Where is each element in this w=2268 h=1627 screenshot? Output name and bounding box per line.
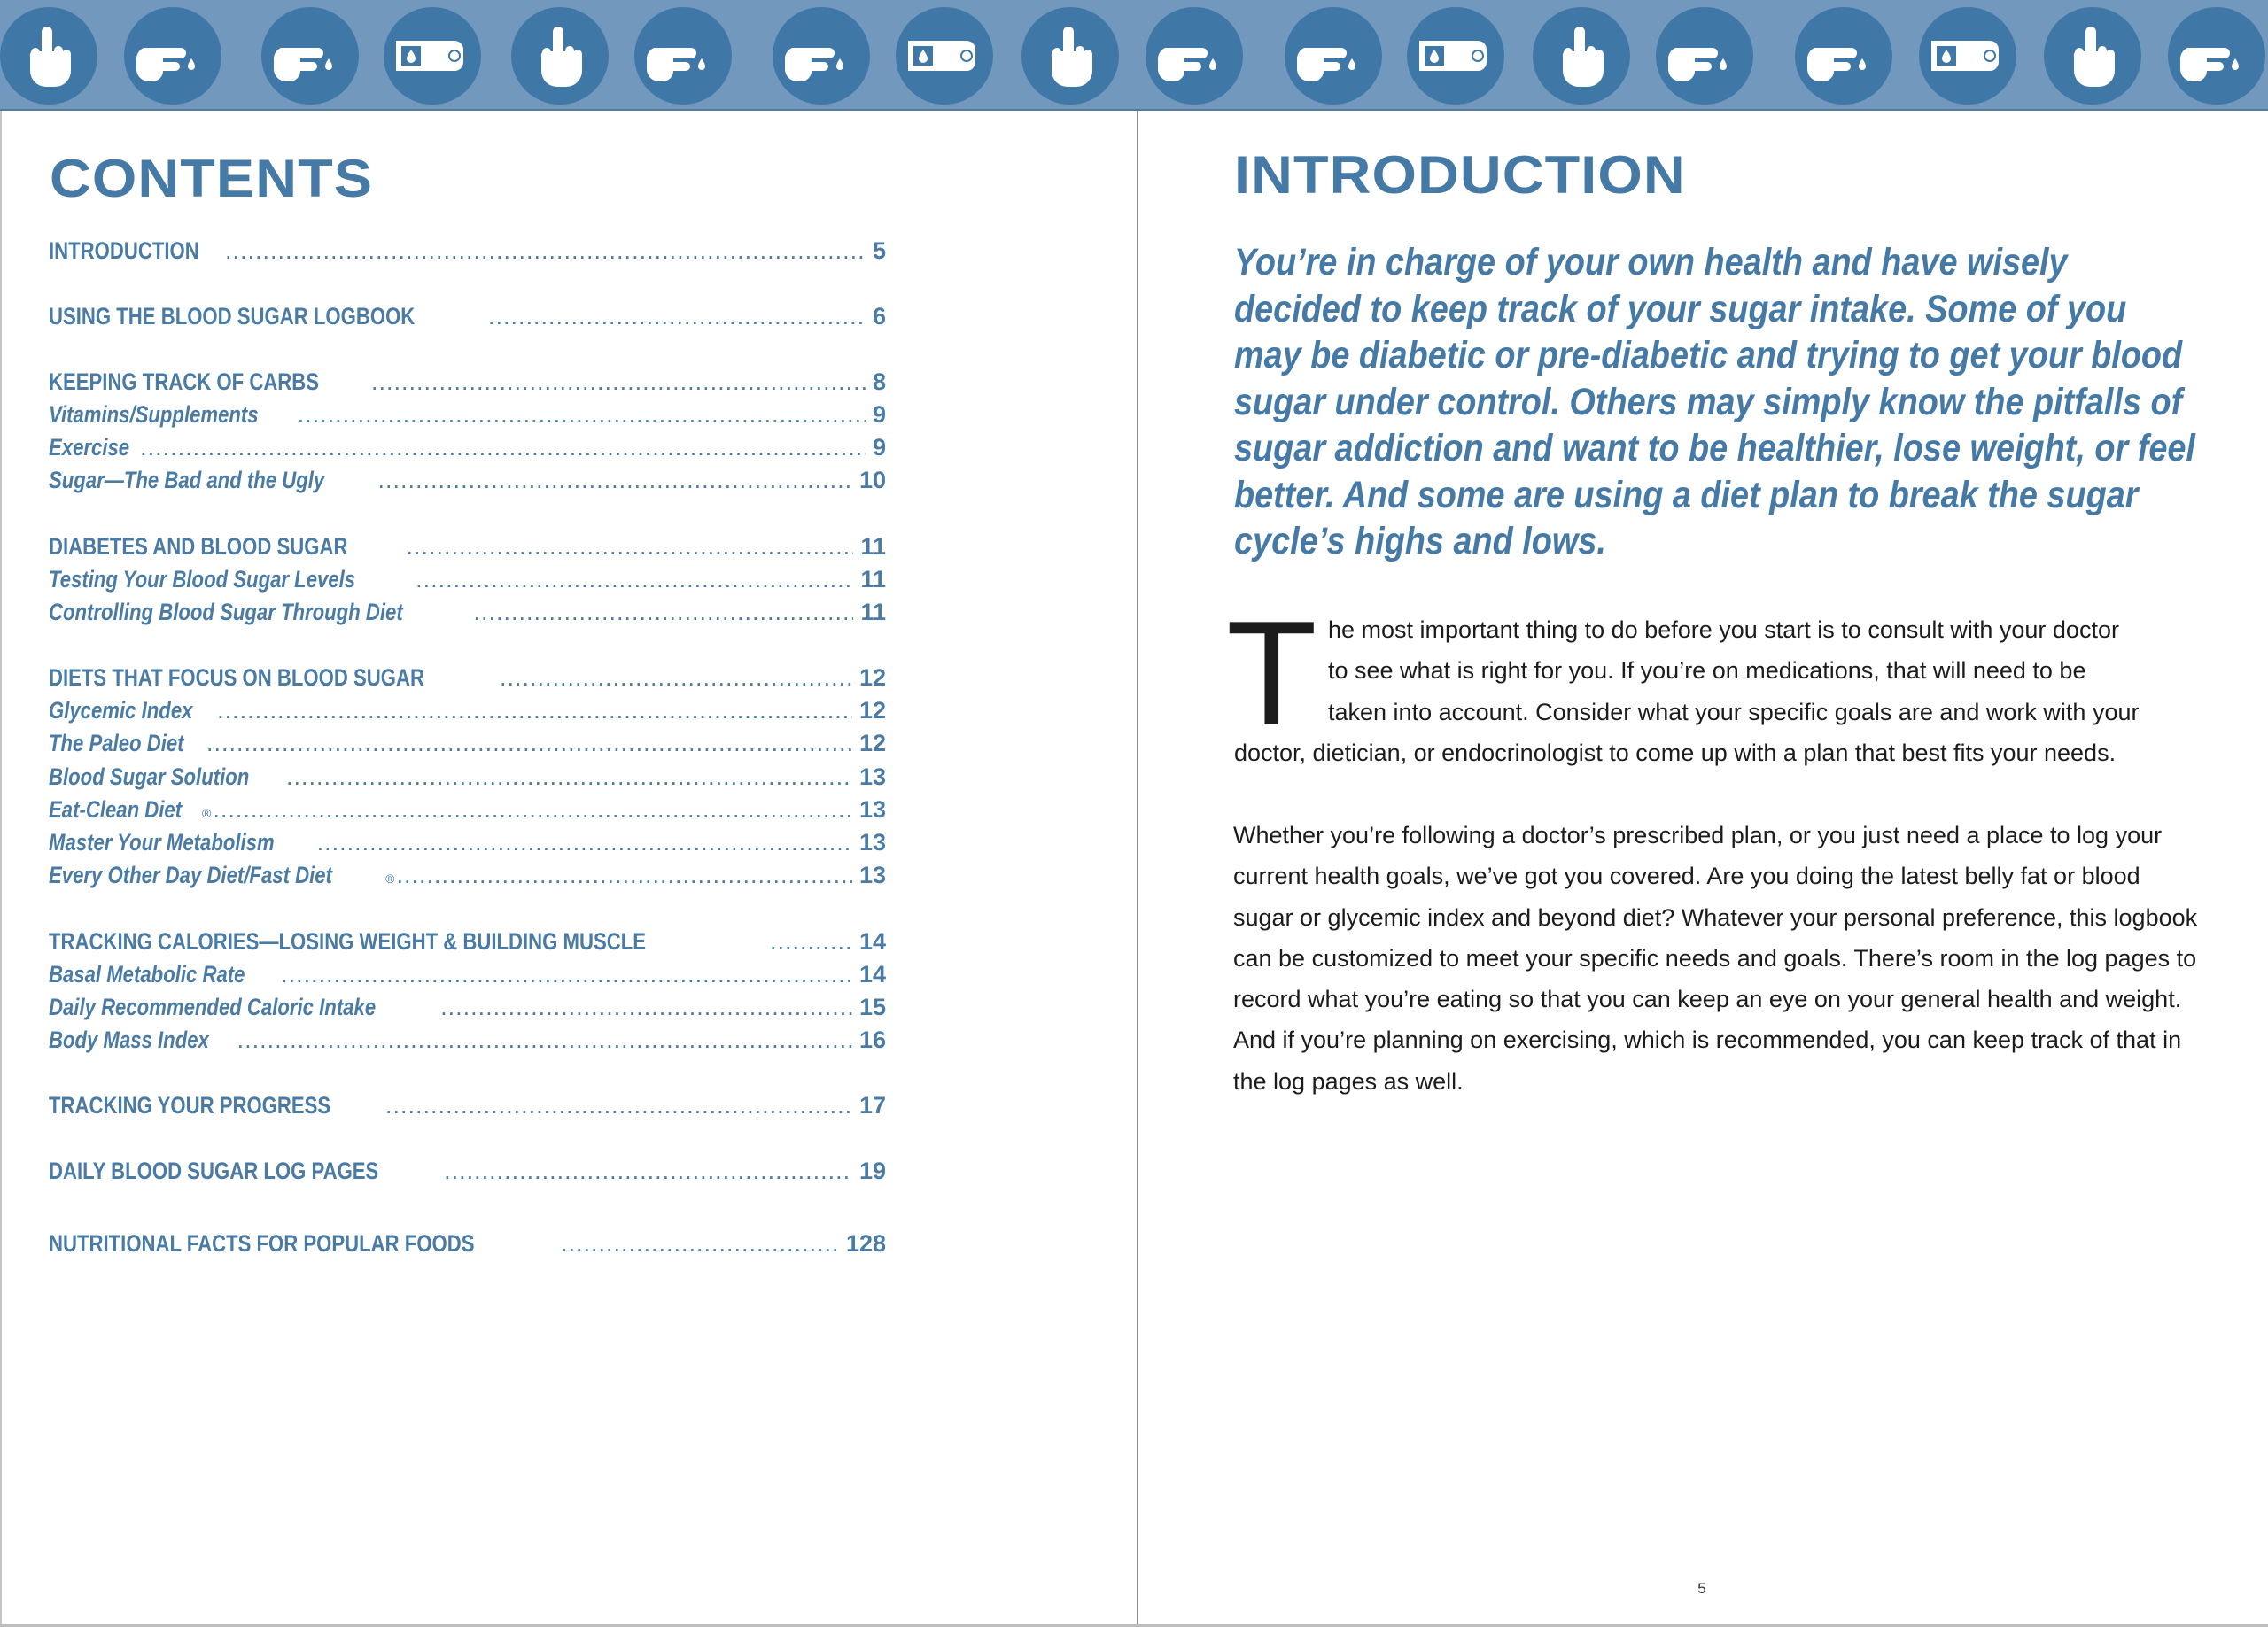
lead-line: decided to keep track of your sugar intake. Some of you xyxy=(1234,287,2127,330)
toc-leader-dots xyxy=(488,301,866,331)
toc-entry xyxy=(49,728,886,758)
toc-entry-title: DIABETES AND BLOOD SUGAR xyxy=(49,533,348,560)
lead-line: better. And some are using a diet plan to break the sugar xyxy=(1234,473,2139,516)
toc-leader-dots xyxy=(416,564,853,594)
toc-page-number: 8 xyxy=(872,368,886,395)
toc-entry xyxy=(49,301,886,331)
paragraph-line: record what you’re eating so that you can keep an eye on your general health and weight. xyxy=(1233,986,2182,1013)
toc-entry xyxy=(49,236,886,266)
paragraph-line: current health goals, we’ve got you covered. Are you doing the latest belly fat or blood xyxy=(1233,863,2140,890)
toc-leader-dots xyxy=(317,827,852,857)
toc-leader-dots xyxy=(561,1228,839,1259)
toc-page-number: 16 xyxy=(858,1027,886,1053)
toc-entry xyxy=(49,432,886,462)
toc-entry-title: The Paleo Diet xyxy=(49,730,184,756)
toc-leader-dots xyxy=(217,695,852,725)
toc-entry-title: Master Your Metabolism xyxy=(49,829,275,856)
toc-page-number: 14 xyxy=(858,961,886,988)
paragraph-line: sugar or glycemic index and beyond diet? Whatever your personal preference, this logbook xyxy=(1233,903,2198,931)
toc-entry xyxy=(49,1090,886,1120)
toc-leader-dots xyxy=(206,728,852,758)
toc-entry-title: Blood Sugar Solution xyxy=(49,763,250,790)
paragraph-line: doctor, dietician, or endocrinologist to come up with a plan that best fits your needs. xyxy=(1234,739,2117,766)
paragraph-line: And if you’re planning on exercising, which is recommended, you can keep track of that in xyxy=(1233,1027,2182,1054)
finger-touch-icon xyxy=(1533,7,1630,105)
toc-page-number: 10 xyxy=(858,467,886,493)
toc-entry-title: NUTRITIONAL FACTS FOR POPULAR FOODS xyxy=(49,1230,475,1257)
introduction-lead xyxy=(1234,239,2200,565)
toc-entry-title: TRACKING CALORIES—LOSING WEIGHT & BUILDING MUSCLE xyxy=(49,928,647,955)
introduction-title: INTRODUCTION xyxy=(1234,145,1686,205)
toc-entry-title: DIETS THAT FOCUS ON BLOOD SUGAR xyxy=(49,664,424,691)
finger-touch-icon xyxy=(511,7,609,105)
toc-entry xyxy=(49,959,886,989)
toc-leader-dots xyxy=(770,926,852,957)
toc-entry-title: Body Mass Index xyxy=(49,1027,209,1053)
toc-page-number: 128 xyxy=(845,1230,886,1257)
toc-page-number: 17 xyxy=(858,1092,886,1119)
finger-blood-drop-icon xyxy=(124,7,221,105)
finger-touch-icon xyxy=(0,7,97,105)
lead-line: You’re in charge of your own health and have wisely xyxy=(1234,241,2068,283)
toc-entry xyxy=(49,531,886,562)
toc-leader-dots xyxy=(440,992,852,1022)
toc-page-number: 13 xyxy=(858,763,886,790)
toc-entry xyxy=(49,794,886,825)
toc-leader-dots xyxy=(396,860,851,890)
toc-leader-dots xyxy=(237,1025,852,1055)
toc-entry-title: Vitamins/Supplements xyxy=(49,401,259,428)
toc-entry-title: KEEPING TRACK OF CARBS xyxy=(49,368,320,395)
toc-leader-dots xyxy=(407,531,854,562)
toc-page-number: 11 xyxy=(860,599,886,625)
page-number: 5 xyxy=(1697,1580,1706,1597)
toc-entry-title: Basal Metabolic Rate xyxy=(49,961,245,988)
toc-entry-title: INTRODUCTION xyxy=(49,237,199,264)
toc-entry xyxy=(49,1025,886,1055)
toc-entry-title: DAILY BLOOD SUGAR LOG PAGES xyxy=(49,1158,379,1184)
toc-entry-title: Controlling Blood Sugar Through Diet xyxy=(49,599,403,625)
toc-page-number: 13 xyxy=(858,796,886,823)
toc-page-number: 14 xyxy=(858,928,886,955)
toc-entry xyxy=(49,1228,886,1259)
toc-page-number: 13 xyxy=(858,829,886,856)
toc-page-number: 9 xyxy=(872,434,886,461)
paragraph-2 xyxy=(1233,815,2197,1102)
toc-entry xyxy=(49,597,886,627)
toc-entry xyxy=(49,367,886,397)
paragraph-line: can be customized to meet your specific needs and goals. There’s room in the log pages to xyxy=(1233,944,2197,972)
paragraph-line: he most important thing to do before you start is to consult with your doctor xyxy=(1328,616,2119,643)
toc-page-number: 13 xyxy=(858,862,886,888)
toc-entry-title: Every Other Day Diet/Fast Diet xyxy=(49,862,332,888)
toc-page-number: 5 xyxy=(872,237,886,264)
toc-leader-dots xyxy=(444,1156,852,1186)
toc-leader-dots xyxy=(500,662,852,693)
toc-entry-title: USING THE BLOOD SUGAR LOGBOOK xyxy=(49,303,416,329)
contents-title: CONTENTS xyxy=(50,149,374,208)
toc-entry xyxy=(49,860,886,890)
toc-entry xyxy=(49,926,886,957)
glucose-meter-hand-icon xyxy=(384,7,481,105)
toc-entry-title: TRACKING YOUR PROGRESS xyxy=(49,1092,331,1119)
lead-line: sugar under control. Others may simply know the pitfalls of xyxy=(1234,380,2183,423)
glucose-meter-hand-icon xyxy=(1919,7,2016,105)
toc-leader-dots xyxy=(378,465,852,495)
toc-leader-dots xyxy=(225,236,866,266)
lead-line: cycle’s highs and lows. xyxy=(1234,520,1606,562)
registered-mark: ® xyxy=(385,872,395,886)
toc-entry xyxy=(49,662,886,693)
toc-entry xyxy=(49,992,886,1022)
toc-entry xyxy=(49,1156,886,1186)
toc-page-number: 19 xyxy=(858,1158,886,1184)
finger-blood-drop-icon xyxy=(1795,7,1892,105)
finger-blood-drop-icon xyxy=(2168,7,2265,105)
drop-cap: T xyxy=(1226,590,1317,756)
icon-banner xyxy=(0,0,2268,111)
toc-entry-title: Daily Recommended Caloric Intake xyxy=(49,994,377,1020)
toc-page-number: 11 xyxy=(860,533,886,560)
paragraph-line: to see what is right for you. If you’re on medications, that will need to be xyxy=(1328,657,2086,685)
finger-blood-drop-icon xyxy=(1285,7,1382,105)
paragraph-line: Whether you’re following a doctor’s prescribed plan, or you just need a place to log your xyxy=(1233,822,2163,848)
finger-blood-drop-icon xyxy=(261,7,359,105)
lead-line: sugar addiction and want to be healthier, lose weight, or feel xyxy=(1234,427,2195,469)
toc-entry-title: Testing Your Blood Sugar Levels xyxy=(49,566,356,593)
toc-page-number: 15 xyxy=(858,994,886,1020)
toc-entry-title: Glycemic Index xyxy=(49,697,193,724)
toc-leader-dots xyxy=(298,399,866,430)
finger-blood-drop-icon xyxy=(1146,7,1243,105)
toc-entry xyxy=(49,399,886,430)
toc-leader-dots xyxy=(286,762,852,792)
toc-page-number: 11 xyxy=(860,566,886,593)
toc-leader-dots xyxy=(473,597,853,627)
toc-leader-dots xyxy=(140,432,866,462)
paragraph-line: taken into account. Consider what your specific goals are and work with your xyxy=(1328,698,2140,725)
paragraph-1 xyxy=(1234,609,2139,773)
toc-page-number: 12 xyxy=(858,730,886,756)
toc-entry xyxy=(49,465,886,495)
toc-leader-dots xyxy=(213,794,852,825)
toc-leader-dots xyxy=(385,1090,852,1120)
toc-leader-dots xyxy=(281,959,852,989)
finger-blood-drop-icon xyxy=(634,7,732,105)
toc-entry-title: Eat-Clean Diet xyxy=(49,796,183,823)
toc-entry xyxy=(49,695,886,725)
toc-entry-title: Exercise xyxy=(49,434,130,461)
toc-entry xyxy=(49,564,886,594)
glucose-meter-hand-icon xyxy=(1407,7,1504,105)
toc-page-number: 12 xyxy=(858,697,886,724)
toc-page-number: 9 xyxy=(872,401,886,428)
toc-entry-title: Sugar—The Bad and the Ugly xyxy=(49,467,325,493)
paragraph-line: the log pages as well. xyxy=(1233,1067,1464,1095)
finger-touch-icon xyxy=(2044,7,2141,105)
lead-line: may be diabetic or pre-diabetic and trying to get your blood xyxy=(1234,334,2183,376)
finger-blood-drop-icon xyxy=(773,7,870,105)
toc-entry xyxy=(49,827,886,857)
finger-touch-icon xyxy=(1021,7,1119,105)
toc-page-number: 12 xyxy=(858,664,886,691)
toc-leader-dots xyxy=(371,367,866,397)
toc-page-number: 6 xyxy=(872,303,886,329)
toc-entry xyxy=(49,762,886,792)
registered-mark: ® xyxy=(202,806,212,820)
finger-blood-drop-icon xyxy=(1656,7,1753,105)
glucose-meter-hand-icon xyxy=(896,7,993,105)
